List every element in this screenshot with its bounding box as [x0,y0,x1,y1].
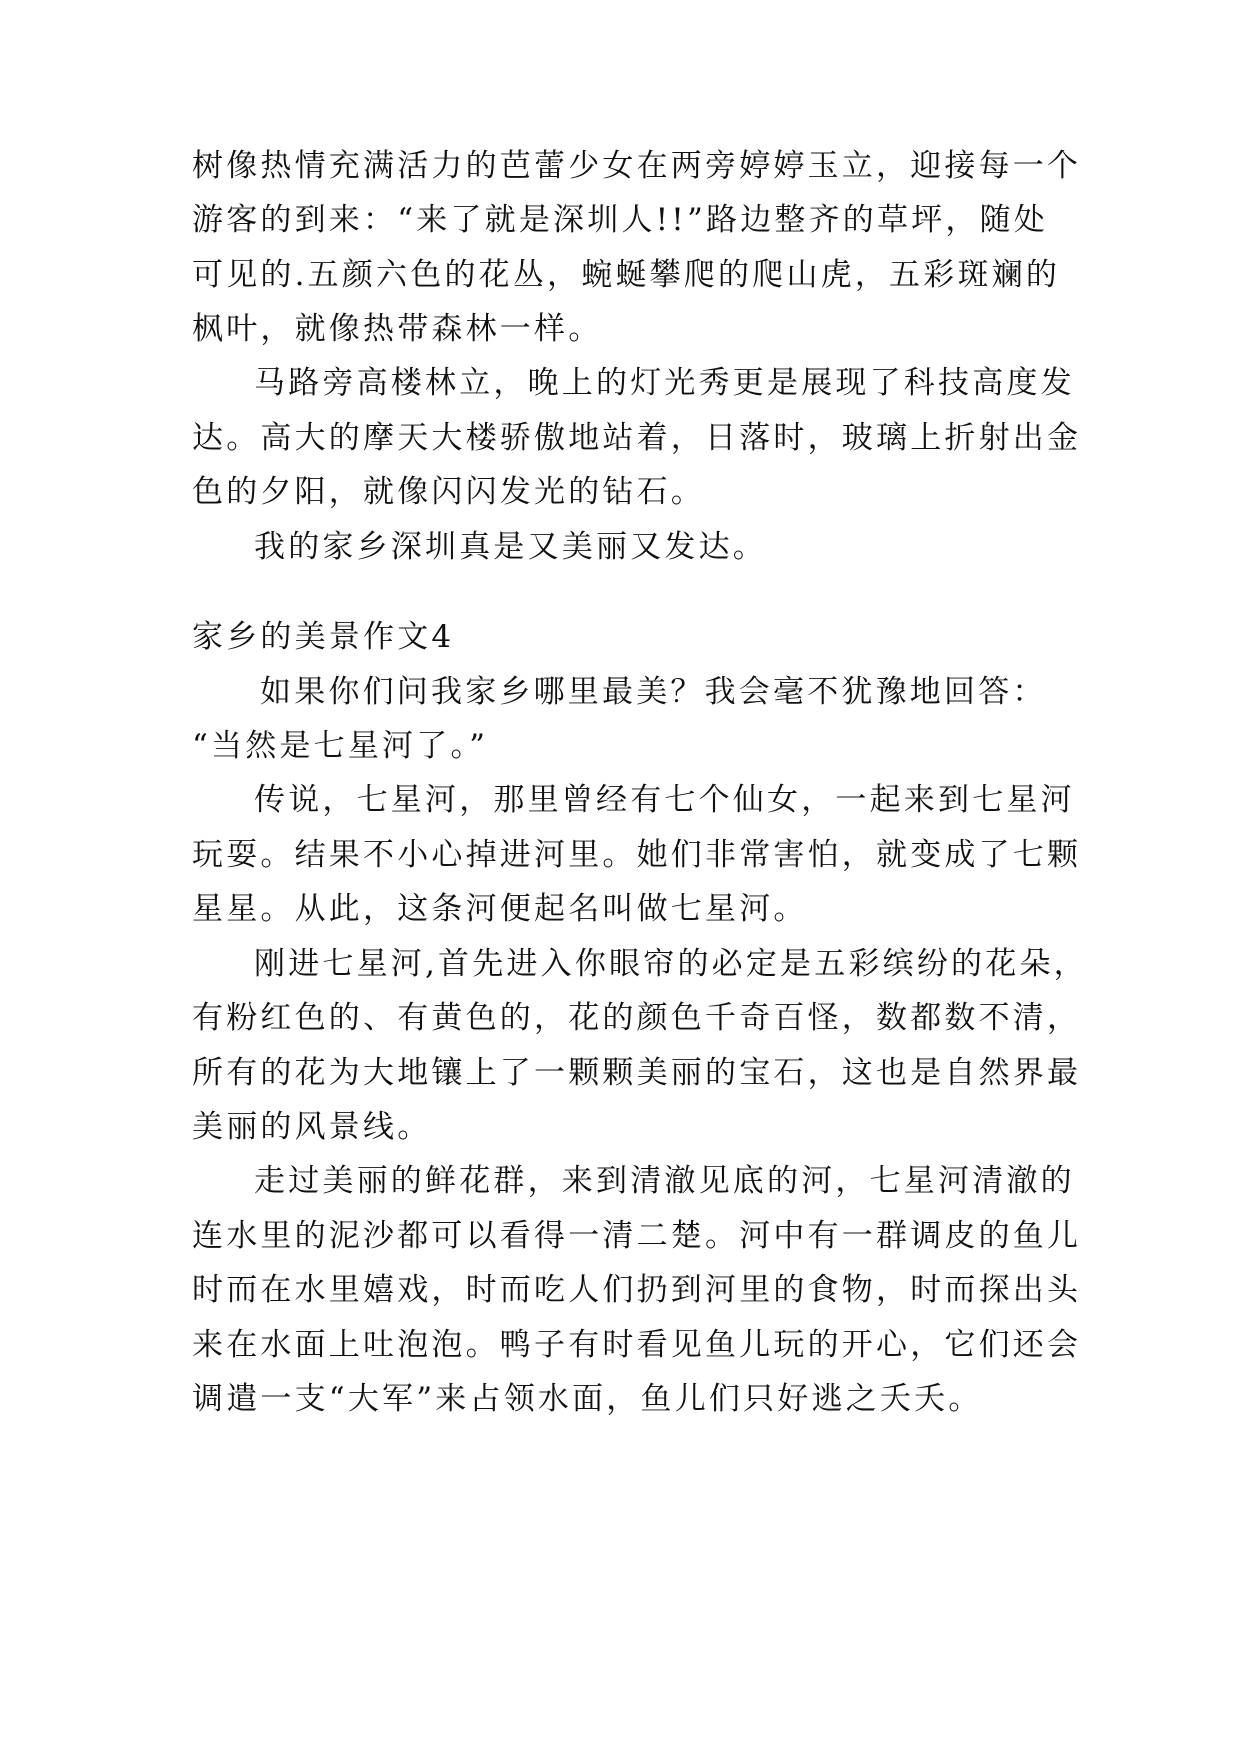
text-line: “当然是七星河了。” [192,728,489,764]
text-line: 玩耍。结果不小心掉进河里。她们非常害怕，就变成了七颗 [192,837,1082,873]
section-title: 家乡的美景作文4 [192,619,455,655]
text-line: 时而在水里嬉戏，时而吃人们扔到河里的食物，时而探出头 [192,1272,1082,1308]
text-line: 所有的花为大地镶上了一颗颗美丽的宝石，这也是自然界最 [192,1055,1082,1091]
paragraph-first-line: 走过美丽的鲜花群，来到清澈见底的河，七星河清澈的 [254,1163,1075,1199]
text-line: 调遣一支“大军”来占领水面，鱼儿们只好逃之夭夭。 [192,1381,983,1417]
paragraph-first-line: 马路旁高楼林立，晚上的灯光秀更是展现了科技高度发 [254,365,1075,401]
paragraph-first-line: 刚进七星河,首先进入你眼帘的必定是五彩缤纷的花朵， [254,946,1088,982]
paragraph-first-line: 如果你们问我家乡哪里最美？我会毫不犹豫地回答： [260,674,1047,710]
text-line: 可见的.五颜六色的花丛，蜿蜒攀爬的爬山虎，五彩斑斓的 [192,257,1061,293]
text-line: 树像热情充满活力的芭蕾少女在两旁婷婷玉立，迎接每一个 [192,148,1082,184]
paragraph-first-line: 我的家乡深圳真是又美丽又发达。 [254,529,767,565]
text-line: 枫叶，就像热带森林一样。 [192,311,603,347]
paragraph-first-line: 传说，七星河，那里曾经有七个仙女，一起来到七星河 [254,782,1075,818]
text-line: 色的夕阳，就像闪闪发光的钻石。 [192,474,705,510]
text-line: 来在水面上吐泡泡。鸭子有时看见鱼儿玩的开心，它们还会 [192,1327,1082,1363]
text-line: 有粉红色的、有黄色的，花的颜色千奇百怪，数都数不清， [192,1000,1082,1036]
text-line: 美丽的风景线。 [192,1109,432,1145]
text-line: 星星。从此，这条河便起名叫做七星河。 [192,891,808,927]
text-line: 达。高大的摩天大楼骄傲地站着，日落时，玻璃上折射出金 [192,420,1082,456]
text-line: 游客的到来：“来了就是深圳人!!”路边整齐的草坪，随处 [192,202,1049,238]
text-line: 连水里的泥沙都可以看得一清二楚。河中有一群调皮的鱼儿 [192,1218,1082,1254]
